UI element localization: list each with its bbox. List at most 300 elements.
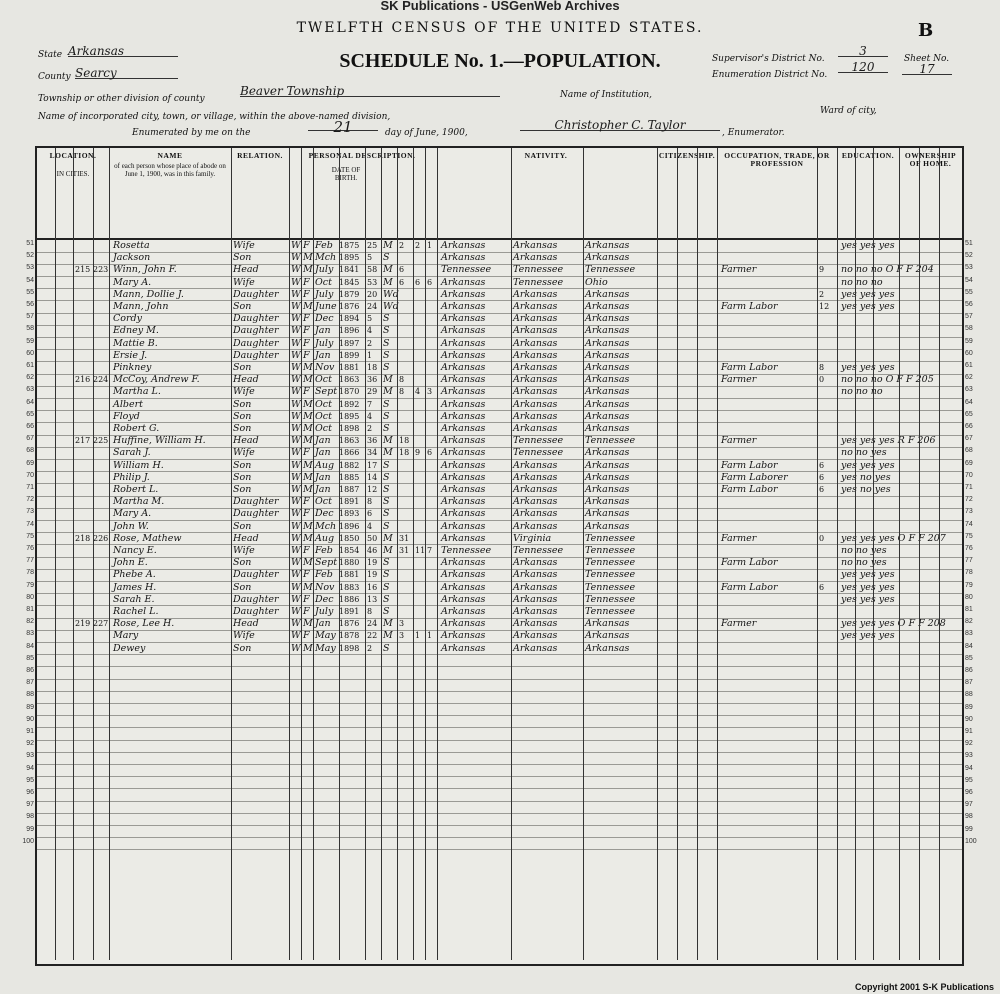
year-cell: 1895 [339,411,360,421]
table-row [26,728,973,741]
occupation-cell: Farmer [721,264,757,276]
location-header: LOCATION. [49,151,97,160]
enumerated-rest: day of June, 1900, [385,128,468,138]
sex-cell: M [303,557,313,569]
father-birth-cell: Arkansas [513,423,558,434]
enumerated-label: Enumerated by me on the [132,128,251,138]
column-rule [583,148,584,960]
education-cell: yes yes yes O F F 208 [841,618,946,630]
year-cell: 1898 [339,643,360,653]
table-row [26,410,973,424]
father-birth-cell: Arkansas [513,374,558,386]
month-cell: Feb [315,240,333,251]
months-cell: 12 [819,302,830,311]
father-birth-cell: Arkansas [513,618,558,630]
sex-cell: M [303,398,313,410]
line-number-right: 53 [965,264,973,272]
color-cell: W [291,374,301,386]
year-cell: 1870 [339,387,360,397]
table-row [26,618,973,631]
occupation-cell: Farm Labor [721,301,778,312]
incorporated-label: Name of incorporated city, town, or village, within the above-named division, [38,112,391,122]
table-row [26,435,973,448]
marital-cell: S [383,569,390,581]
year-cell: 1880 [339,558,360,568]
line-number: 89 [26,703,34,711]
month-cell: July [315,264,334,276]
color-cell: W [291,520,301,532]
line-number: 65 [26,410,34,418]
personal-header: PERSONAL DESCRIPTION. [308,151,416,160]
birth-cell: Arkansas [441,557,486,569]
name-cell: Mann, Dollie J. [113,288,184,300]
mother-birth-cell: Arkansas [585,471,630,483]
year-cell: 1896 [339,326,360,336]
line-number: 85 [26,654,34,662]
relation-cell: Son [233,362,252,373]
county-label: County [38,72,71,82]
months-cell: 6 [819,485,825,494]
color-cell: W [291,386,301,398]
line-number-right: 97 [965,801,973,809]
years-married-cell: 6 [399,265,405,275]
month-cell: Feb [315,569,333,581]
age-cell: 36 [367,436,378,446]
marital-cell: S [383,325,390,337]
father-birth-cell: Arkansas [513,240,558,251]
color-cell: W [291,484,301,495]
years-married-cell: 31 [399,533,410,543]
line-number-right: 56 [965,301,973,308]
birth-cell: Arkansas [441,606,486,617]
column-rule [873,148,874,960]
color-cell: W [291,252,301,264]
marital-cell: S [383,313,390,325]
month-cell: Dec [315,313,334,325]
month-cell: Dec [315,508,334,520]
line-number-right: 69 [965,459,973,467]
father-birth-cell: Arkansas [513,471,558,483]
mother-birth-cell: Arkansas [585,642,630,654]
mother-birth-cell: Arkansas [585,630,630,642]
in-cities-header: IN CITIES. [56,170,90,178]
column-rule [301,148,302,960]
color-cell: W [291,630,301,642]
age-cell: 29 [367,387,378,397]
line-number: 68 [26,447,34,455]
marital-cell: S [383,410,390,422]
sex-cell: M [303,459,313,471]
month-cell: Aug [315,532,335,544]
color-cell: W [291,459,301,471]
line-number: 63 [26,386,34,394]
table-row [26,276,973,290]
table-row [26,423,973,436]
year-cell: 1876 [339,302,360,311]
line-number: 91 [26,728,34,735]
occupation-cell: Farm Laborer [721,471,788,483]
age-cell: 2 [367,424,373,433]
occupation-header: OCCUPATION, TRADE, OR PROFESSION [724,151,830,168]
relation-cell: Son [233,581,252,593]
line-number-right: 92 [965,740,973,748]
months-cell: 6 [819,460,825,470]
column-rule [657,148,658,960]
year-cell: 1886 [339,594,360,604]
living-cell: 1 [427,241,433,250]
father-birth-cell: Arkansas [513,459,558,471]
dwelling-cell: 219 [75,619,91,629]
years-married-cell: 6 [399,277,405,287]
column-rule [339,148,340,960]
age-cell: 18 [367,363,378,372]
table-row [26,667,973,680]
line-number-right: 81 [965,606,973,613]
year-cell: 1854 [339,546,360,555]
education-cell: yes yes yes [841,288,895,300]
column-rule [939,148,940,960]
age-cell: 4 [367,521,373,531]
mother-birth-cell: Arkansas [585,325,630,337]
name-cell: Robert L. [113,484,159,495]
father-birth-cell: Arkansas [513,569,558,581]
months-cell: 8 [819,363,825,372]
age-cell: 13 [367,594,378,604]
line-number-right: 62 [965,374,973,382]
column-rule [313,148,314,960]
state-value: Arkansas [68,44,178,57]
column-rule [109,148,110,960]
line-number: 55 [26,288,34,296]
mother-birth-cell: Arkansas [585,520,630,532]
table-row [26,252,973,265]
relation-cell: Son [233,484,252,495]
children-cell: 11 [415,546,426,555]
table-row [26,691,973,704]
mother-birth-cell: Arkansas [585,337,630,349]
years-married-cell: 8 [399,375,405,385]
father-birth-cell: Tennessee [513,264,564,276]
month-cell: Oct [315,398,332,410]
occupation-cell: Farmer [721,532,757,544]
education-cell: no no yes [841,545,887,556]
column-rule [437,148,438,960]
schedule-title: SCHEDULE No. 1.—POPULATION. [339,50,661,72]
relation-cell: Son [233,423,252,434]
color-cell: W [291,313,301,325]
line-number: 86 [26,667,34,674]
marital-cell: S [383,471,390,483]
name-cell: McCoy, Andrew F. [113,374,200,386]
line-number: 96 [26,789,34,796]
sex-cell: M [303,423,313,434]
name-cell: Mary A. [113,508,152,520]
relation-cell: Wife [233,447,255,459]
line-number-right: 100 [965,837,977,845]
column-rule [93,148,94,960]
table-row [26,569,973,582]
line-number: 78 [26,569,34,577]
line-number-right: 71 [965,484,973,491]
education-cell: yes yes yes [841,593,895,605]
county-value: Searcy [75,66,178,79]
sex-cell: M [303,362,313,373]
color-cell: W [291,569,301,581]
birth-cell: Arkansas [441,374,486,386]
birth-cell: Arkansas [441,325,486,337]
year-cell: 1879 [339,289,360,299]
birth-cell: Arkansas [441,276,486,288]
dwelling-cell: 215 [75,265,91,275]
education-cell: yes yes yes O F F 207 [841,532,946,544]
education-cell: yes no yes [841,484,891,495]
sex-cell: M [303,264,313,276]
line-number-right: 78 [965,569,973,577]
line-number: 82 [26,618,34,626]
table-row [26,362,973,375]
relation-cell: Head [233,435,259,447]
table-row [26,764,973,778]
enumeration-label: Enumeration District No. [712,70,828,80]
years-married-cell: 8 [399,387,405,397]
line-number-right: 93 [965,752,973,760]
sex-cell: F [303,240,310,251]
line-number: 95 [26,776,34,784]
table-row [26,325,973,338]
line-number-right: 87 [965,679,973,687]
father-birth-cell: Arkansas [513,362,558,373]
birth-cell: Arkansas [441,569,486,581]
table-row [26,606,973,619]
color-cell: W [291,325,301,337]
name-cell: Philip J. [113,471,150,483]
line-number: 53 [26,264,34,272]
education-cell: yes yes yes [841,630,895,642]
nativity-header: NATIVITY. [524,151,568,160]
education-cell: yes yes yes [841,240,895,251]
sex-cell: F [303,545,310,556]
line-number-right: 84 [965,642,973,650]
relation-cell: Son [233,557,252,569]
months-cell: 6 [819,582,825,592]
table-row [26,630,973,643]
name-cell: Huffine, William H. [113,435,206,447]
age-cell: 14 [367,472,378,482]
year-cell: 1883 [339,582,360,592]
birth-cell: Arkansas [441,618,486,630]
name-cell: Sarah E. [113,593,155,605]
watermark: SK Publications - USGenWeb Archives [380,0,620,13]
year-cell: 1899 [339,350,360,360]
living-cell: 3 [427,387,433,397]
birth-cell: Arkansas [441,447,486,459]
age-cell: 24 [367,619,378,629]
relation-cell: Son [233,520,252,532]
year-cell: 1891 [339,607,360,616]
relation-cell: Daughter [233,337,279,349]
line-number-right: 54 [965,276,973,284]
education-cell: yes yes yes R F 206 [841,435,936,447]
month-cell: Nov [315,581,335,593]
color-cell: W [291,447,301,459]
mother-birth-cell: Tennessee [585,545,636,556]
mother-birth-cell: Arkansas [585,459,630,471]
relation-cell: Son [233,459,252,471]
line-number: 74 [26,520,34,528]
months-cell: 6 [819,472,825,482]
month-cell: Sept [315,386,338,398]
color-cell: W [291,362,301,373]
birth-cell: Arkansas [441,337,486,349]
line-number-right: 77 [965,557,973,565]
sex-cell: M [303,374,313,386]
year-cell: 1898 [339,424,360,433]
table-row [26,240,973,253]
table-row [26,496,973,509]
age-cell: 8 [367,497,373,507]
line-number-right: 52 [965,252,973,260]
mother-birth-cell: Arkansas [585,301,630,312]
line-number-right: 76 [965,545,973,552]
table-row [26,374,973,387]
mother-birth-cell: Tennessee [585,264,636,276]
line-number: 56 [26,301,34,308]
column-rule [365,148,366,960]
children-cell: 1 [415,631,421,641]
column-rule [397,148,398,960]
line-number: 79 [26,581,34,589]
month-cell: Jan [315,447,331,459]
sex-cell: F [303,386,310,398]
months-cell: 0 [819,533,825,543]
month-cell: July [315,288,334,300]
name-cell: Nancy E. [113,545,157,556]
name-cell: Ersie J. [113,349,148,361]
years-married-cell: 3 [399,631,405,641]
line-number: 62 [26,374,34,382]
age-cell: 34 [367,448,378,458]
year-cell: 1894 [339,314,360,324]
age-cell: 12 [367,485,378,494]
month-cell: July [315,606,334,617]
year-cell: 1850 [339,533,360,543]
ward-label: Ward of city, [820,106,877,116]
children-cell: 4 [415,387,421,397]
township-label: Township or other division of county [38,94,205,104]
children-cell: 2 [415,241,421,250]
name-subheader: of each person whose place of abode on June 1, 1900, was in this family. [114,162,226,178]
relation-cell: Daughter [233,313,279,325]
relation-cell: Son [233,398,252,410]
sex-cell: M [303,252,313,264]
sex-cell: M [303,301,313,312]
line-number-right: 90 [965,715,973,723]
marital-cell: S [383,252,390,264]
father-birth-cell: Arkansas [513,337,558,349]
marital-cell: M [383,386,393,398]
children-cell: 9 [415,448,421,458]
marital-cell: S [383,337,390,349]
father-birth-cell: Arkansas [513,301,558,312]
line-number-right: 98 [965,813,973,821]
month-cell: June [315,301,337,312]
birth-cell: Arkansas [441,386,486,398]
line-number: 94 [26,764,34,772]
column-rule [855,148,856,960]
table-row [26,593,973,607]
line-number-right: 99 [965,825,973,833]
name-cell: Martha M. [113,496,165,508]
sheet-letter: B [918,20,934,41]
table-row [26,447,973,460]
line-number-right: 80 [965,593,973,601]
birth-cell: Arkansas [441,288,486,300]
sex-cell: F [303,349,310,361]
month-cell: Oct [315,423,332,434]
ownership-header: OWNERSHIP OF HOME. [904,151,957,168]
age-cell: 46 [367,546,378,555]
marital-cell: M [383,618,393,630]
supervisor-value: 3 [838,44,888,57]
line-number: 54 [26,276,34,284]
enumeration-value: 120 [838,60,888,73]
name-cell: Martha L. [113,386,161,398]
column-rule [413,148,414,960]
sex-cell: F [303,630,310,642]
line-number-right: 79 [965,581,973,589]
color-cell: W [291,508,301,520]
line-number: 57 [26,313,34,321]
sex-cell: M [303,410,313,422]
mother-birth-cell: Arkansas [585,618,630,630]
relation-cell: Head [233,618,259,630]
color-cell: W [291,423,301,434]
family-cell: 224 [93,375,109,385]
father-birth-cell: Arkansas [513,520,558,532]
marital-cell: S [383,520,390,532]
marital-cell: S [383,508,390,520]
line-number-right: 94 [965,764,973,772]
name-cell: James H. [113,581,157,593]
education-cell: no no no O F F 204 [841,264,934,276]
mother-birth-cell: Arkansas [585,398,630,410]
sex-cell: F [303,508,310,520]
relation-cell: Wife [233,545,255,556]
institution-label: Name of Institution, [560,90,653,100]
months-cell: 0 [819,375,825,385]
line-number: 70 [26,471,34,479]
table-row [26,813,973,826]
table-row [26,740,973,753]
mother-birth-cell: Arkansas [585,252,630,264]
birth-cell: Arkansas [441,435,486,447]
birth-cell: Arkansas [441,313,486,325]
marital-cell: M [383,435,393,447]
dwelling-cell: 218 [75,533,91,543]
father-birth-cell: Virginia [513,532,552,544]
father-birth-cell: Arkansas [513,349,558,361]
table-row [26,654,973,668]
table-row [26,545,973,558]
year-cell: 1895 [339,253,360,263]
table-row [26,703,973,717]
line-number-right: 88 [965,691,973,699]
name-cell: Edney M. [113,325,159,337]
family-cell: 223 [93,265,109,275]
month-cell: Nov [315,362,335,373]
line-number-right: 51 [965,240,973,247]
table-row [26,776,973,790]
